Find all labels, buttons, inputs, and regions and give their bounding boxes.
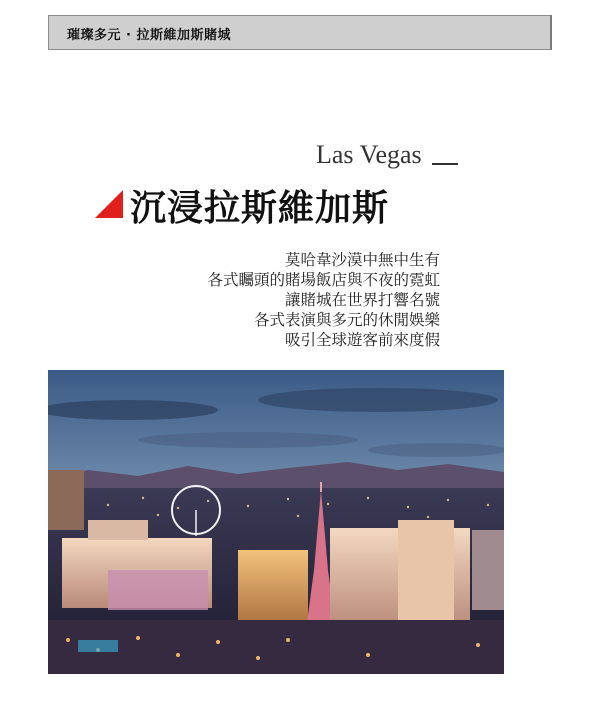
page-title: 沉浸拉斯維加斯 [130, 187, 390, 229]
intro-line: 讓賭城在世界打響名號 [284, 291, 440, 309]
intro-paragraph [207, 250, 440, 350]
header-bar [48, 15, 552, 50]
intro-line: 莫哈韋沙漠中無中生有 [284, 251, 440, 269]
intro-line: 各式表演與多元的休閒娛樂 [253, 311, 440, 329]
subtitle-dash [432, 163, 458, 165]
red-triangle-icon [95, 190, 123, 218]
subtitle-text: Las Vegas [316, 140, 422, 169]
subtitle [316, 140, 458, 170]
intro-line: 吸引全球遊客前來度假 [284, 331, 440, 349]
las-vegas-photo [48, 370, 504, 674]
header-title: 璀璨多元 · 拉斯維加斯賭城 [67, 28, 231, 43]
intro-line: 各式矚頭的賭場飯店與不夜的霓虹 [207, 271, 440, 289]
